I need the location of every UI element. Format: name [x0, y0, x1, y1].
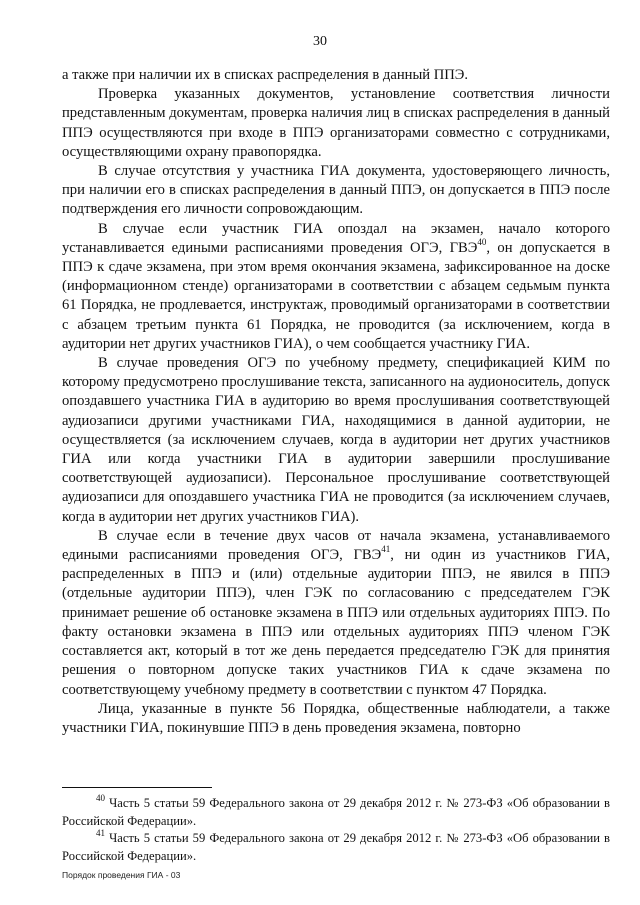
paragraph-missing-id: В случае отсутствия у участника ГИА документа, удостоверяющего личность, при наличии его в списках распределения в данный ППЭ, он допускается в ППЭ после подтверждения его личности сопровождающим. [62, 163, 610, 218]
footer-label: Порядок проведения ГИА - 03 [62, 870, 181, 880]
footnote-separator [62, 787, 212, 788]
paragraph-audio-exam: В случае проведения ОГЭ по учебному предмету, спецификацией КИМ по которому предусмотрено прослушивание текста, записанного на аудионоситель, допуск опоздавшего участника ГИА в аудиторию во время прослушивания соответствующей аудиозаписи другими участниками ГИА, находящимися в данной аудитории, не осуществляется (за исключением случаев, когда в аудитории нет других участников ГИА или когда участники ГИА в аудитории завершили прослушивание соответствующей аудиозаписи). Персональное прослушивание соответствующей аудиозаписи для опоздавшего участника ГИА не проводится (за исключением случаев, когда в аудитории нет других участников ГИА). [62, 355, 610, 525]
footnote-reference: 40 [477, 236, 487, 247]
footnote-mark: 41 [96, 828, 105, 838]
paragraph-persons-listed: Лица, указанные в пункте 56 Порядка, общественные наблюдатели, а также участники ГИА, покинувшие ППЭ в день проведения экзамена, повторно [62, 700, 610, 736]
text-fragment: , ни один из участников ГИА, распределенных в ППЭ и (или) отдельные аудитории ППЭ, не явился в ППЭ (отдельные аудитории ППЭ), член ГЭК по согласованию с председателем ГЭК принимает решение об остановке экзамена в ППЭ или отдельных аудиториях ППЭ. По факту остановки экзамена в ППЭ или отдельных аудиториях ППЭ членом ГЭК составляется акт, который в тот же день передается председателю ГЭК для принятия решения о повторном допуске таких участников ГИА к сдаче экзамена по соответствующему учебному предмету в соответствии с пунктом 47 Порядка. [62, 547, 611, 698]
footnote-mark: 40 [96, 792, 105, 803]
page-number: 30 [313, 34, 327, 49]
footnote [62, 792, 610, 830]
paragraph-continuation: а также при наличии их в списках распределения в данный ППЭ. [62, 67, 469, 83]
paragraph-late-participant [62, 220, 610, 354]
footnote [62, 830, 610, 865]
document-body [62, 66, 610, 738]
paragraph-document-check: Проверка указанных документов, установление соответствия личности представленным документам, проверка наличия лиц в списках распределения в данный ППЭ осуществляются при входе в ППЭ организаторами совместно с сотрудниками, осуществляющими охрану правопорядка. [62, 86, 610, 160]
footnote-text: Часть 5 статьи 59 Федерального закона от 29 декабря 2012 г. № 273-ФЗ «Об образовании в Российской Федерации». [62, 796, 610, 828]
footnote-text: Часть 5 статьи 59 Федерального закона от 29 декабря 2012 г. № 273-ФЗ «Об образовании в Российской Федерации». [62, 831, 610, 863]
paragraph-no-show [62, 527, 610, 700]
footnote-reference: 41 [381, 544, 391, 555]
text-fragment: В случае если в течение двух часов от начала экзамена, устанавливаемого едиными расписаниями проведения ОГЭ, ГВЭ [62, 527, 610, 564]
footnotes [62, 792, 610, 865]
text-fragment: В случае если участник ГИА опоздал на экзамен, начало которого устанавливается едиными расписаниями проведения ОГЭ, ГВЭ [62, 220, 610, 256]
text-fragment: , он допускается в ППЭ к сдаче экзамена, при этом время окончания экзамена, зафиксированное на доске (информационном стенде) организаторами в соответствии с абзацем седьмым пункта 61 Порядка, не продлевается, инструктаж, проводимый организаторами в соответствии с абзацем третьим пункта 61 Порядка, не проводится (за исключением, когда в аудитории нет других участников ГИА), о чем сообщается участнику ГИА. [62, 239, 611, 352]
